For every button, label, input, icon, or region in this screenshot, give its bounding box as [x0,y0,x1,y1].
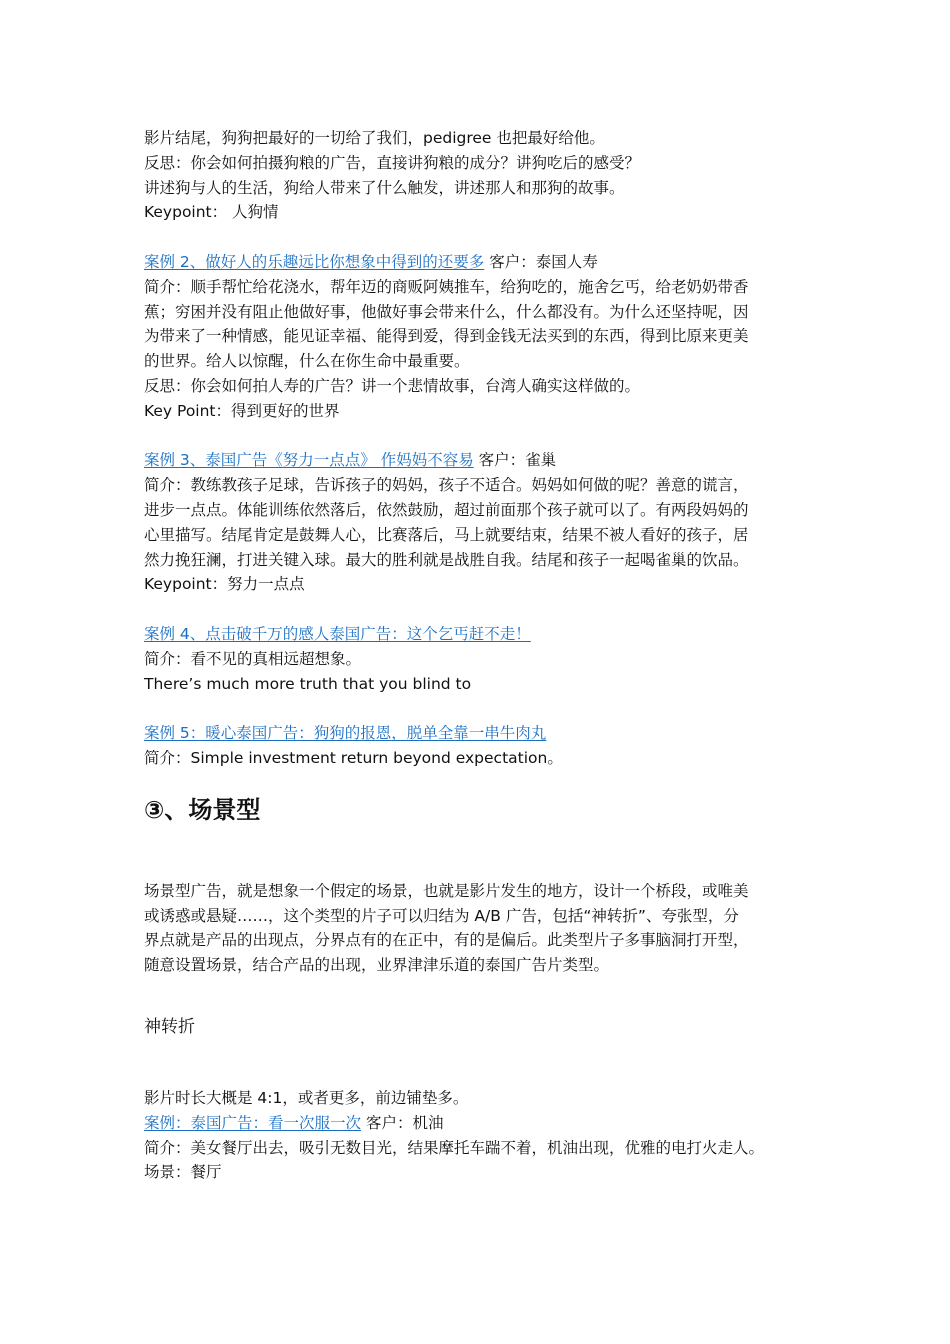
subheading: 神转折 [144,1016,195,1037]
intro-line: 反思：你会如何拍摄狗粮的广告，直接讲狗粮的成分？讲狗吃后的感受？ [144,153,641,172]
section-paragraph-line: 随意设置场景，结合产品的出现，业界津津乐道的泰国广告片类型。 [144,956,610,975]
section-heading: ③、场景型 [144,795,261,824]
case-5-link[interactable]: 案例 5：暖心泰国广告：狗狗的报恩，脱单全靠一串牛肉丸 [144,724,547,743]
intro-keypoint: Keypoint： 人狗情 [144,203,279,222]
spacer [144,978,814,1014]
case-4-header [144,622,814,647]
section-case-header [144,1111,814,1136]
spacer [144,771,814,793]
spacer [144,696,814,721]
case-5-header [144,721,814,746]
spacer [144,827,814,879]
section-case-scene: 场景：餐厅 [144,1163,222,1182]
case-3-line: 进步一点点。体能训练依然落后，依然鼓励，超过前面那个孩子就可以了。有两段妈妈的 [144,500,749,519]
case-3-line: 然力挽狂澜，打进关键入球。最大的胜利就是战胜自我。结尾和孩子一起喝雀巢的饮品。 [144,550,749,569]
document-page [144,126,814,1185]
section-paragraph-line: 或诱惑或悬疑……，这个类型的片子可以归结为 A/B 广告，包括“神转折”、夸张型，分 [144,906,739,925]
section-case-link[interactable]: 案例：泰国广告：看一次服一次 [144,1113,362,1132]
spacer [144,597,814,622]
spacer [144,225,814,250]
spacer [144,1040,814,1086]
case-2-line: 的世界。给人以惊醒，什么在你生命中最重要。 [144,352,470,371]
case-4-link[interactable]: 案例 4、点击破千万的感人泰国广告：这个乞丐赶不走！ [144,624,531,643]
case-3-line: 简介：教练教孩子足球，告诉孩子的妈妈，孩子不适合。妈妈如何做的呢？善意的谎言， [144,476,749,495]
section-paragraph-line: 界点就是产品的出现点，分界点有的在正中，有的是偏后。此类型片子多事脑洞打开型， [144,931,749,950]
case-2-header [144,250,814,275]
section-case-client: 客户：机油 [361,1113,444,1132]
case-2-client: 客户：泰国人寿 [484,252,598,271]
case-2-reflection: 反思：你会如何拍人寿的广告？讲一个悲情故事，台湾人确实这样做的。 [144,376,641,395]
case-3-keypoint: Keypoint：努力一点点 [144,575,305,594]
case-3-header [144,448,814,473]
case-4-line: There’s much more truth that you blind to [144,674,472,693]
case-2-link[interactable]: 案例 2、做好人的乐趣远比你想象中得到的还要多 [144,252,485,271]
case-2-keypoint: Key Point：得到更好的世界 [144,401,340,420]
case-5-line: 简介：Simple investment return beyond expectation。 [144,748,563,767]
case-4-line: 简介：看不见的真相远超想象。 [144,649,362,668]
section-paragraph-line: 场景型广告，就是想象一个假定的场景，也就是影片发生的地方，设计一个桥段，或唯美 [144,881,749,900]
section-case-line: 简介：美女餐厅出去，吸引无数目光，结果摩托车踹不着，机油出现，优雅的电打火走人。 [144,1138,765,1157]
case-3-link[interactable]: 案例 3、泰国广告《努力一点点》 作妈妈不容易 [144,451,474,470]
case-2-line: 简介：顺手帮忙给花浇水，帮年迈的商贩阿姨推车，给狗吃的，施舍乞丐，给老奶奶带香 [144,277,749,296]
case-2-line: 为带来了一种情感，能见证幸福、能得到爱，得到金钱无法买到的东西，得到比原来更美 [144,327,749,346]
intro-line: 讲述狗与人的生活，狗给人带来了什么触发，讲述那人和那狗的故事。 [144,178,625,197]
case-2-line: 蕉；穷困并没有阻止他做好事，他做好事会带来什么，什么都没有。为什么还坚持呢，因 [144,302,749,321]
intro-line: 影片结尾，狗狗把最好的一切给了我们，pedigree 也把最好给他。 [144,129,605,147]
case-3-client: 客户：雀巢 [473,451,557,470]
sub-line: 影片时长大概是 4:1，或者更多，前边铺垫多。 [144,1088,469,1107]
case-3-line: 心里描写。结尾肯定是鼓舞人心，比赛落后，马上就要结束，结果不被人看好的孩子，居 [144,525,749,544]
spacer [144,424,814,449]
